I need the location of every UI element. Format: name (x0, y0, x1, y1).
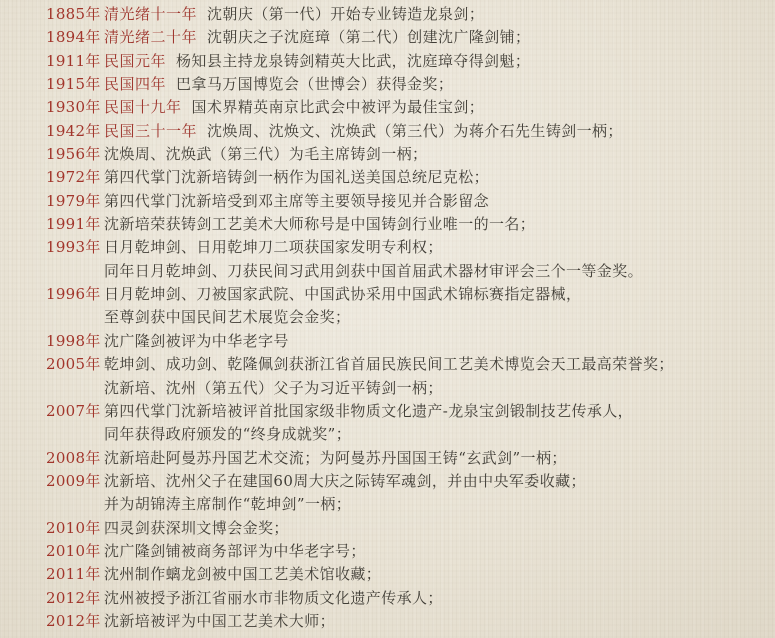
timeline-event-text: 日月乾坤剑、日用乾坤刀二项获国家发明专利权； (104, 238, 443, 257)
timeline-year: 2007年 (46, 401, 101, 420)
timeline-era-label: 清光绪十一年 (104, 5, 198, 23)
timeline-row-continuation (46, 260, 767, 283)
timeline-row (46, 50, 767, 73)
timeline-row (46, 190, 767, 213)
timeline-event-text: 第四代掌门沈新培被评首批国家级非物质文化遗产-龙泉宝剑锻制技艺传承人， (104, 401, 634, 420)
timeline-year: 1942年 (46, 121, 101, 140)
timeline-year: 1911年 (46, 51, 101, 70)
timeline-year: 1991年 (46, 215, 101, 234)
timeline-row (46, 587, 767, 610)
timeline-year: 1972年 (46, 168, 101, 187)
timeline-row-continuation (46, 423, 767, 446)
timeline-row (46, 236, 767, 259)
timeline-event-text: 沈朝庆之子沈庭璋（第二代）创建沈广隆剑铺； (207, 28, 531, 47)
timeline-event-text: 四灵剑获深圳文博会金奖； (104, 518, 289, 537)
timeline-year: 2008年 (46, 448, 101, 467)
timeline-event-text: 沈新培赴阿曼苏丹国艺术交流；为阿曼苏丹国国王铸“玄武剑”一柄； (104, 448, 567, 467)
timeline-year: 1956年 (46, 145, 101, 164)
timeline-event-text: 沈州被授予浙江省丽水市非物质文化遗产传承人； (104, 588, 443, 607)
timeline-event-text: 沈新培、沈州父子在建国60周大庆之际铸军魂剑，并由中央军委收藏； (104, 471, 586, 490)
timeline-row (46, 470, 767, 493)
timeline-era-label: 清光绪二十年 (104, 28, 198, 47)
timeline-event-text: 至尊剑获中国民间艺术展览会金奖； (104, 308, 351, 327)
timeline-row (46, 73, 767, 96)
timeline-era-label: 民国元年 (104, 51, 167, 70)
timeline-row (46, 3, 767, 26)
timeline-event-text: 沈州制作螭龙剑被中国工艺美术馆收藏； (104, 565, 382, 584)
timeline-row-continuation (46, 377, 767, 400)
timeline-year: 2011年 (46, 565, 101, 584)
timeline-event-text: 并为胡锦涛主席制作“乾坤剑”一柄； (104, 495, 352, 514)
timeline-event-text: 沈朝庆（第一代）开始专业铸造龙泉剑； (207, 5, 485, 23)
timeline-event-text: 沈广隆剑铺被商务部评为中华老字号； (104, 541, 366, 560)
timeline-year: 2005年 (46, 355, 101, 374)
timeline-era-label: 民国三十一年 (104, 121, 198, 140)
timeline-year: 1993年 (46, 238, 101, 257)
timeline-year: 2010年 (46, 541, 101, 560)
timeline-row (46, 400, 767, 423)
timeline-year: 2010年 (46, 518, 101, 537)
timeline-row (46, 330, 767, 353)
timeline-year: 1998年 (46, 331, 101, 350)
timeline-row (46, 120, 767, 143)
timeline-year: 1930年 (46, 98, 101, 117)
timeline-row-continuation (46, 306, 767, 329)
timeline-row (46, 213, 767, 236)
timeline-event-text: 第四代掌门沈新培铸剑一柄作为国礼送美国总统尼克松； (104, 168, 490, 187)
timeline-event-text: 沈广隆剑被评为中华老字号 (104, 331, 289, 350)
timeline-era-label: 民国十九年 (104, 98, 182, 117)
timeline-event-text: 沈焕周、沈焕武（第三代）为毛主席铸剑一柄； (104, 145, 428, 164)
timeline-row (46, 26, 767, 49)
timeline-row (46, 540, 767, 563)
timeline-row (46, 143, 767, 166)
timeline-year: 1915年 (46, 75, 101, 94)
timeline-row-continuation (46, 493, 767, 516)
timeline-event-text: 乾坤剑、成功剑、乾隆佩剑获浙江省首届民族民间工艺美术博览会天工最高荣誉奖； (104, 355, 674, 374)
timeline-year: 1979年 (46, 191, 101, 210)
timeline-year: 2009年 (46, 471, 101, 490)
timeline-year: 1996年 (46, 285, 101, 304)
timeline-row (46, 517, 767, 540)
timeline-row (46, 166, 767, 189)
timeline-row (46, 610, 767, 633)
timeline-row (46, 447, 767, 470)
timeline-event-text: 杨知县主持龙泉铸剑精英大比武，沈庭璋夺得剑魁； (176, 51, 531, 70)
timeline-row (46, 353, 767, 376)
timeline-year: 2012年 (46, 588, 101, 607)
timeline-event-text: 国术界精英南京比武会中被评为最佳宝剑； (191, 98, 485, 117)
timeline-year: 1885年 (46, 5, 101, 23)
timeline-row (46, 283, 767, 306)
timeline-event-text: 第四代掌门沈新培受到邓主席等主要领导接见并合影留念 (104, 191, 490, 210)
timeline-event-text: 同年日月乾坤剑、刀获民间习武用剑获中国首届武术器材审评会三个一等金奖。 (104, 261, 644, 280)
timeline-era-label: 民国四年 (104, 75, 167, 94)
timeline-event-text: 巴拿马万国博览会（世博会）获得金奖； (176, 75, 454, 94)
timeline-event-text: 沈新培荣获铸剑工艺美术大师称号是中国铸剑行业唯一的一名； (104, 215, 536, 234)
timeline-year: 2012年 (46, 611, 101, 630)
timeline-event-text: 沈新培、沈州（第五代）父子为习近平铸剑一柄； (104, 378, 443, 397)
timeline-row (46, 563, 767, 586)
timeline-event-text: 沈焕周、沈焕文、沈焕武（第三代）为蒋介石先生铸剑一柄； (207, 121, 623, 140)
timeline-event-text: 日月乾坤剑、刀被国家武院、中国武协采用中国武术锦标赛指定器械， (104, 285, 582, 304)
timeline-year: 1894年 (46, 28, 101, 47)
timeline-row (46, 96, 767, 119)
timeline-event-text: 同年获得政府颁发的“终身成就奖”； (104, 425, 352, 444)
timeline-event-text: 沈新培被评为中国工艺美术大师； (104, 611, 336, 630)
timeline (46, 3, 767, 633)
